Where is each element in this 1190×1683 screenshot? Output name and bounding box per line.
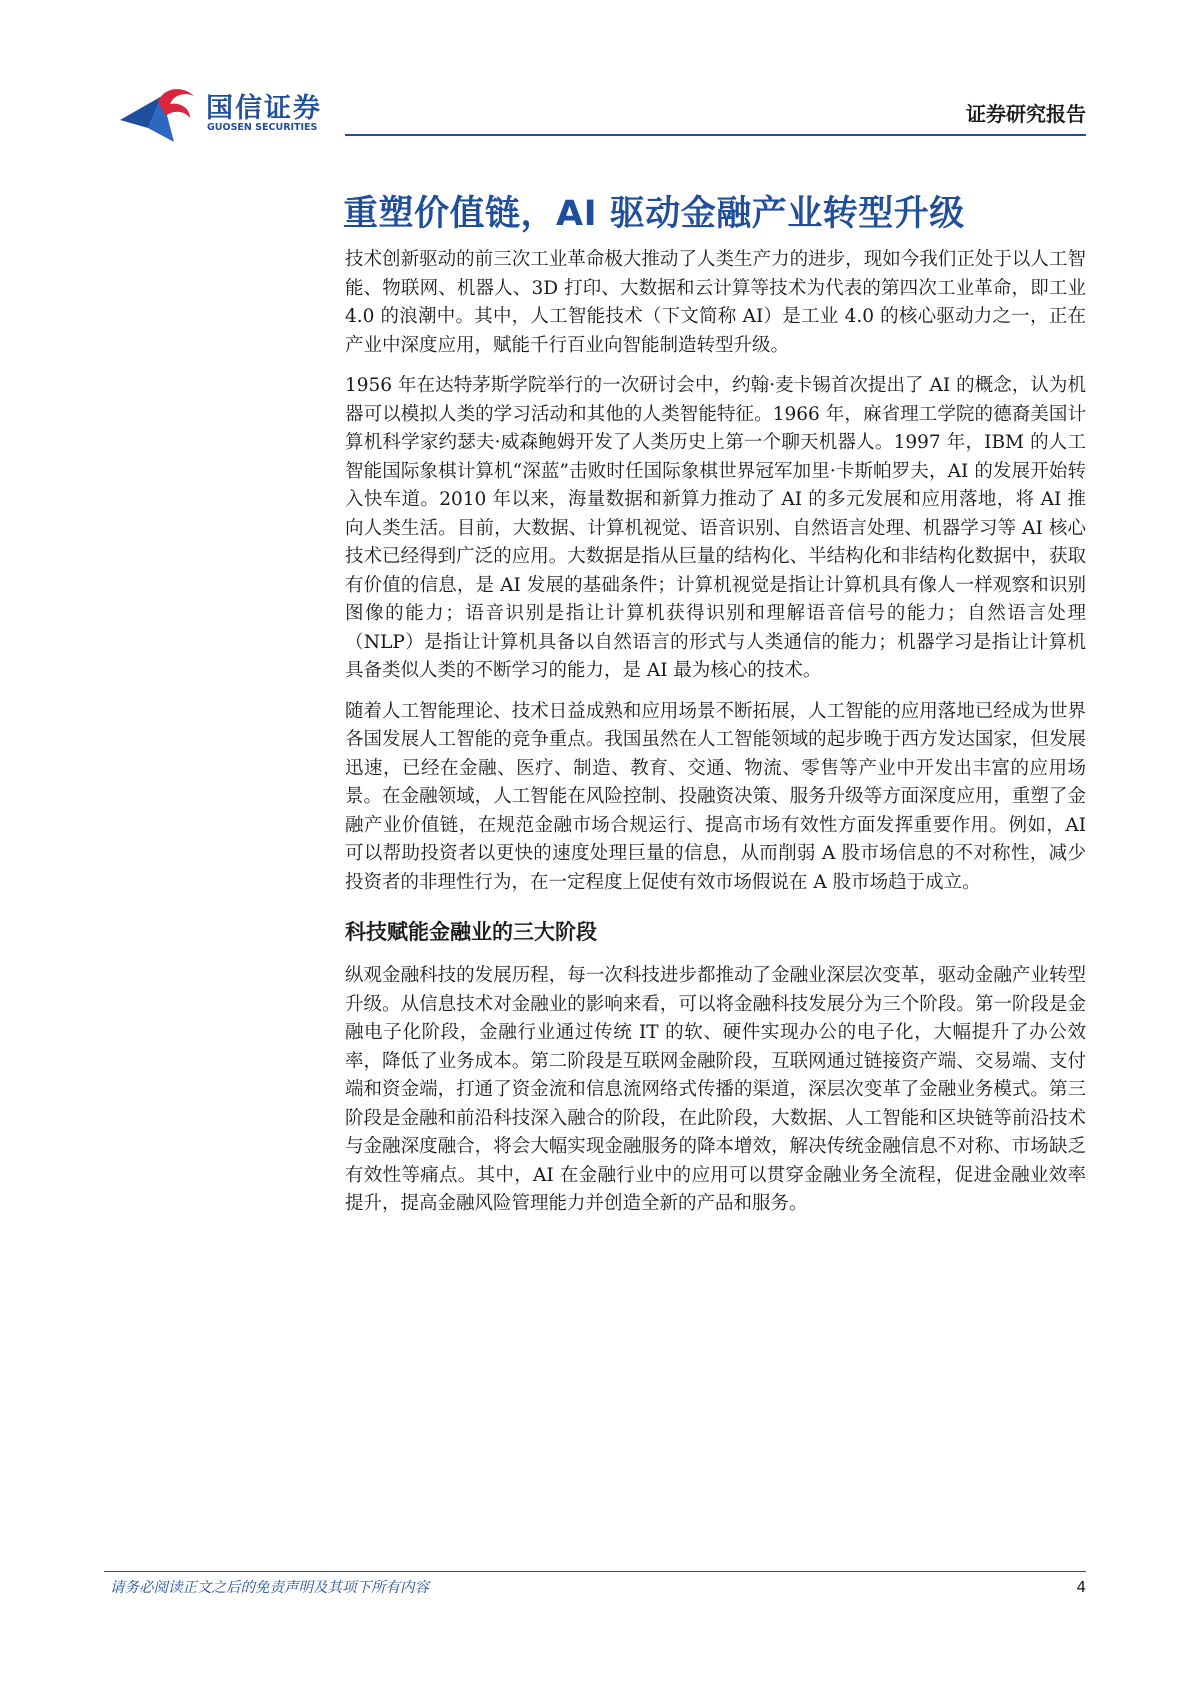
company-logo (118, 84, 328, 144)
paragraph-2: 1956 年在达特茅斯学院举行的一次研讨会中，约翰·麦卡锡首次提出了 AI 的概念，认为机器可以模拟人类的学习活动和其他的人类智能特征。1966 年，麻省理工学院的德裔美国计算机科学家约瑟夫·威森鲍姆开发了人类历史上第一个聊天机器人。1997 年，IBM 的人工智能国际象棋计算机“深蓝”击败时任国际象棋世界冠军加里·卡斯帕罗夫，AI 的发展开始转入快车道。2010 年以来，海量数据和新算力推动了 AI 的多元发展和应用落地，将 AI 推向人类生活。目前，大数据、计算机视觉、语音识别、自然语言处理、机器学习等 AI 核心技术已经得到广泛的应用。大数据是指从巨量的结构化、半结构化和非结构化数据中，获取有价值的信息，是 AI 发展的基础条件；计算机视觉是指让计算机具有像人一样观察和识别图像的能力；语音识别是指让计算机获得识别和理解语音信号的能力；自然语言处理（NLP）是指让计算机具备以自然语言的形式与人类通信的能力；机器学习是指让计算机具备类似人类的不断学习的能力，是 AI 最为核心的技术。 (345, 375, 1086, 681)
company-name-en: GUOSEN SECURITIES (207, 122, 318, 133)
section-heading: 科技赋能金融业的三大阶段 (345, 920, 597, 944)
page-number: 4 (1076, 1578, 1086, 1596)
footer-disclaimer: 请务必阅读正文之后的免责声明及其项下所有内容 (110, 1580, 429, 1596)
section-paragraph: 纵观金融科技的发展历程，每一次科技进步都推动了金融业深层次变革，驱动金融产业转型升级。从信息技术对金融业的影响来看，可以将金融科技发展分为三个阶段。第一阶段是金融电子化阶段，金融行业通过传统 IT 的软、硬件实现办公的电子化，大幅提升了办公效率，降低了业务成本。第二阶段是互联网金融阶段，互联网通过链接资产端、交易端、支付端和资金端，打通了资金流和信息流网络式传播的渠道，深层次变革了金融业务模式。第三阶段是金融和前沿科技深入融合的阶段，在此阶段，大数据、人工智能和区块链等前沿技术与金融深度融合，将会大幅实现金融服务的降本增效，解决传统金融信息不对称、市场缺乏有效性等痛点。其中，AI 在金融行业中的应用可以贯穿金融业务全流程，促进金融业效率提升，提高金融风险管理能力并创造全新的产品和服务。 (345, 965, 1086, 1214)
paragraph-1: 技术创新驱动的前三次工业革命极大推动了人类生产力的进步，现如今我们正处于以人工智能、物联网、机器人、3D 打印、大数据和云计算等技术为代表的第四次工业革命，即工业 4.0 的浪潮中。其中，人工智能技术（下文简称 AI）是工业 4.0 的核心驱动力之一，正在产业中深度应用，赋能千行百业向智能制造转型升级。 (345, 249, 1086, 356)
report-type-label: 证券研究报告 (966, 102, 1086, 126)
company-name-cn: 国信证券 (206, 93, 322, 124)
page-title: 重塑价值链，AI 驱动金融产业转型升级 (343, 194, 965, 234)
main-content (345, 246, 1086, 1219)
header-divider (345, 134, 1086, 136)
guosen-logo-icon (118, 84, 200, 144)
footer-divider (104, 1571, 1086, 1572)
paragraph-3: 随着人工智能理论、技术日益成熟和应用场景不断拓展，人工智能的应用落地已经成为世界各国发展人工智能的竞争重点。我国虽然在人工智能领域的起步晚于西方发达国家，但发展迅速，已经在金融、医疗、制造、教育、交通、物流、零售等产业中开发出丰富的应用场景。在金融领域，人工智能在风险控制、投融资决策、服务升级等方面深度应用，重塑了金融产业价值链，在规范金融市场合规运行、提高市场有效性方面发挥重要作用。例如，AI 可以帮助投资者以更快的速度处理巨量的信息，从而削弱 A 股市场信息的不对称性，减少投资者的非理性行为，在一定程度上促使有效市场假说在 A 股市场趋于成立。 (345, 700, 1086, 893)
